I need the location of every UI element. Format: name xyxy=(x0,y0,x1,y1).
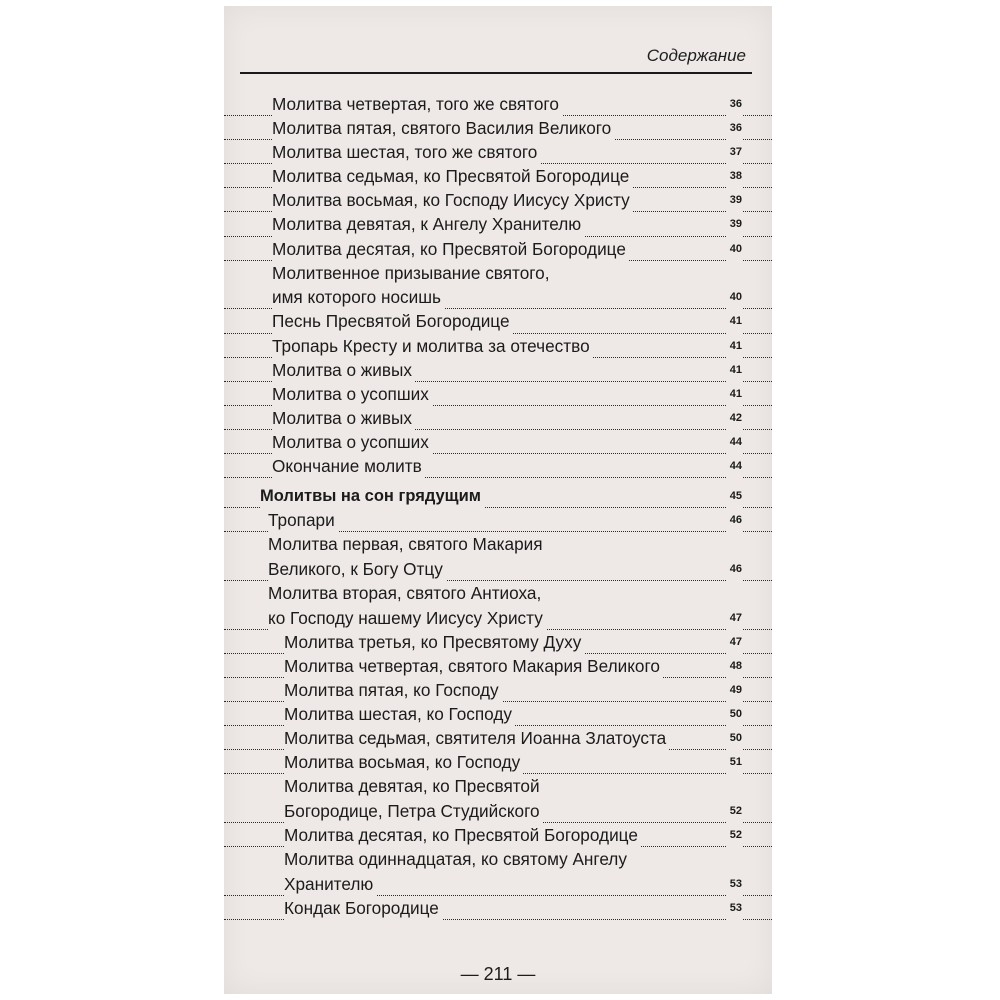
toc-entry[interactable]: Молитва четвертая, святого Макария Великого 48 xyxy=(224,654,772,678)
toc-entry[interactable]: Молитва о живых 42 xyxy=(224,406,772,430)
toc-entry[interactable]: Молитва о усопших 44 xyxy=(224,430,772,454)
running-head: Содержание xyxy=(646,46,746,65)
toc-entry[interactable]: Молитва о живых 41 xyxy=(224,358,772,382)
toc-entry[interactable]: Тропарь Кресту и молитва за отечество 41 xyxy=(224,334,772,358)
toc-entry[interactable]: Окончание молитв 44 xyxy=(224,454,772,478)
header-rule xyxy=(240,72,752,74)
table-of-contents xyxy=(224,92,772,920)
toc-entry-line1[interactable]: Молитва одиннадцатая, ко святому Ангелу xyxy=(224,847,772,872)
toc-entry[interactable]: Молитва шестая, того же святого 37 xyxy=(224,140,772,164)
toc-entry[interactable]: Хранителю 53 xyxy=(224,872,772,896)
toc-entry[interactable]: Молитва восьмая, ко Господу 51 xyxy=(224,750,772,774)
toc-entry[interactable]: Молитва десятая, ко Пресвятой Богородице 40 xyxy=(224,237,772,261)
toc-entry-line1[interactable]: Молитва девятая, ко Пресвятой xyxy=(224,774,772,799)
toc-entry[interactable]: Молитва седьмая, ко Пресвятой Богородице 38 xyxy=(224,164,772,188)
toc-entry[interactable]: Тропари 46 xyxy=(224,508,772,532)
toc-entry[interactable]: Богородице, Петра Студийского 52 xyxy=(224,799,772,823)
toc-entry[interactable]: Великого, к Богу Отцу 46 xyxy=(224,557,772,581)
toc-entry[interactable]: Молитва пятая, ко Господу 49 xyxy=(224,678,772,702)
toc-entry-line1[interactable]: Молитва вторая, святого Антиоха, xyxy=(224,581,772,606)
toc-entry[interactable]: Молитва седьмая, святителя Иоанна Златоуста 50 xyxy=(224,726,772,750)
page-number: — 211 — xyxy=(460,964,536,984)
toc-entry-line1[interactable]: Молитвенное призывание святого, xyxy=(224,261,772,286)
toc-entry[interactable]: Песнь Пресвятой Богородице 41 xyxy=(224,309,772,333)
toc-entry[interactable]: Молитва третья, ко Пресвятому Духу 47 xyxy=(224,630,772,654)
toc-entry[interactable]: Кондак Богородице 53 xyxy=(224,896,772,920)
toc-entry[interactable]: Молитва шестая, ко Господу 50 xyxy=(224,702,772,726)
toc-entry[interactable]: имя которого носишь 40 xyxy=(224,285,772,309)
toc-entry[interactable]: Молитва десятая, ко Пресвятой Богородице 52 xyxy=(224,823,772,847)
toc-section-heading[interactable]: Молитвы на сон грядущим 45 xyxy=(224,484,772,508)
book-page xyxy=(224,6,772,994)
toc-entry[interactable]: Молитва четвертая, того же святого 36 xyxy=(224,92,772,116)
toc-entry[interactable]: Молитва девятая, к Ангелу Хранителю 39 xyxy=(224,212,772,236)
toc-entry[interactable]: Молитва восьмая, ко Господу Иисусу Христу 39 xyxy=(224,188,772,212)
toc-entry[interactable]: ко Господу нашему Иисусу Христу 47 xyxy=(224,606,772,630)
toc-entry-line1[interactable]: Молитва первая, святого Макария xyxy=(224,532,772,557)
toc-entry[interactable]: Молитва о усопших 41 xyxy=(224,382,772,406)
toc-entry[interactable]: Молитва пятая, святого Василия Великого 36 xyxy=(224,116,772,140)
